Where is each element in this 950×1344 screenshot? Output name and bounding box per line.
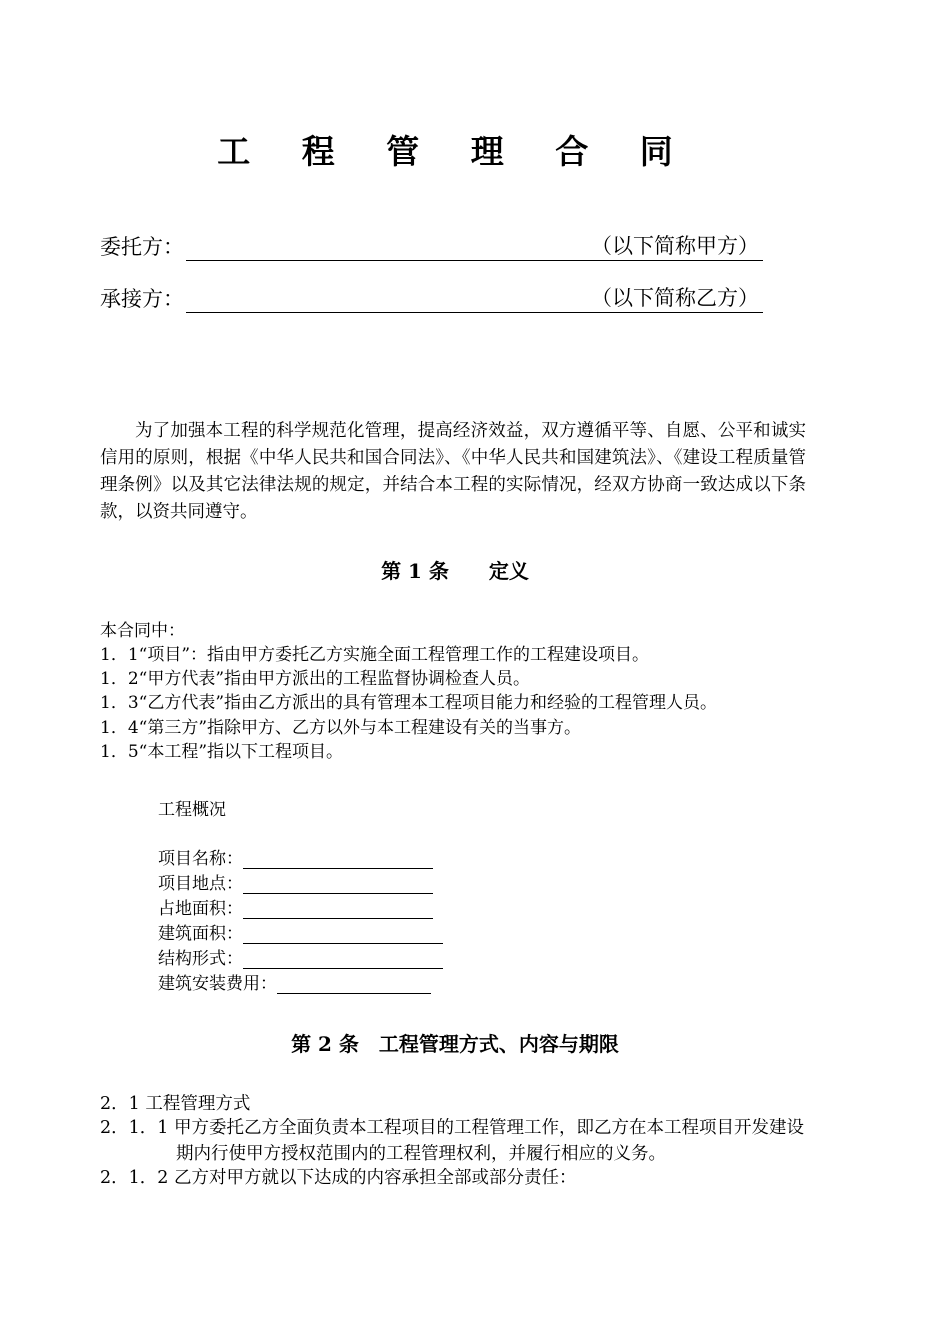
blank-line: [277, 975, 431, 994]
project-field-name: [158, 844, 433, 869]
blank-line: [243, 950, 443, 969]
project-field-label: 项目地点：: [158, 874, 243, 894]
contractor-party-line: [100, 282, 763, 313]
project-field-label: 结构形式：: [158, 949, 243, 969]
project-field-location: [158, 869, 433, 894]
project-overview-title: 工程概况: [158, 800, 226, 820]
clause-2-1-2: 2．1．2 乙方对甲方就以下达成的内容承担全部或部分责任：: [100, 1168, 577, 1188]
contractor-suffix: （以下简称乙方）: [591, 282, 763, 313]
contractor-label: 承接方：: [100, 287, 184, 311]
article-1-heading: 第 1 条 定义: [381, 559, 529, 583]
definition-item: 1．4“第三方”指除甲方、乙方以外与本工程建设有关的当事方。: [100, 718, 582, 738]
definition-item: 1．5“本工程”指以下工程项目。: [100, 742, 344, 762]
project-field-label: 项目名称：: [158, 849, 243, 869]
blank-line: [243, 875, 433, 894]
client-suffix: （以下简称甲方）: [591, 230, 763, 261]
client-label: 委托方：: [100, 235, 184, 259]
blank-line: [243, 925, 443, 944]
project-field-label: 建筑面积：: [158, 924, 243, 944]
definitions-intro: 本合同中：: [100, 621, 185, 641]
client-party-line: [100, 230, 763, 261]
definition-item: 1．3“乙方代表”指由乙方派出的具有管理本工程项目能力和经验的工程管理人员。: [100, 693, 718, 713]
project-field-land-area: [158, 894, 433, 919]
clause-2-1-1: 2．1．1 甲方委托乙方全面负责本工程项目的工程管理工作，即乙方在本工程项目开发建设期内行使甲方授权范围内的工程管理权利，并履行相应的义务。: [100, 1118, 804, 1164]
article-2-subheading: 2．1 工程管理方式: [100, 1094, 251, 1114]
definition-item: 1．2“甲方代表”指由甲方派出的工程监督协调检查人员。: [100, 669, 531, 689]
definition-item: 1．1“项目”：指由甲方委托乙方实施全面工程管理工作的工程建设项目。: [100, 645, 650, 665]
article-2-heading: 第 2 条 工程管理方式、内容与期限: [291, 1032, 619, 1056]
preamble-paragraph: 为了加强本工程的科学规范化管理，提高经济效益，双方遵循平等、自愿、公平和诚实信用的原则，根据《中华人民共和国合同法》、《中华人民共和国建筑法》、《建设工程质量管理条例》以及其它法律法规的规定，并结合本工程的实际情况，经双方协商一致达成以下条款，以资共同遵守。: [100, 421, 806, 522]
client-name-blank: [186, 236, 591, 261]
page-title: 工 程 管 理 合 同: [217, 132, 693, 171]
project-field-label: 占地面积：: [158, 899, 243, 919]
project-field-label: 建筑安装费用：: [158, 974, 277, 994]
project-field-structure: [158, 944, 443, 969]
contractor-name-blank: [186, 288, 591, 313]
project-field-cost: [158, 969, 431, 994]
blank-line: [243, 900, 433, 919]
project-field-building-area: [158, 919, 443, 944]
blank-line: [243, 850, 433, 869]
